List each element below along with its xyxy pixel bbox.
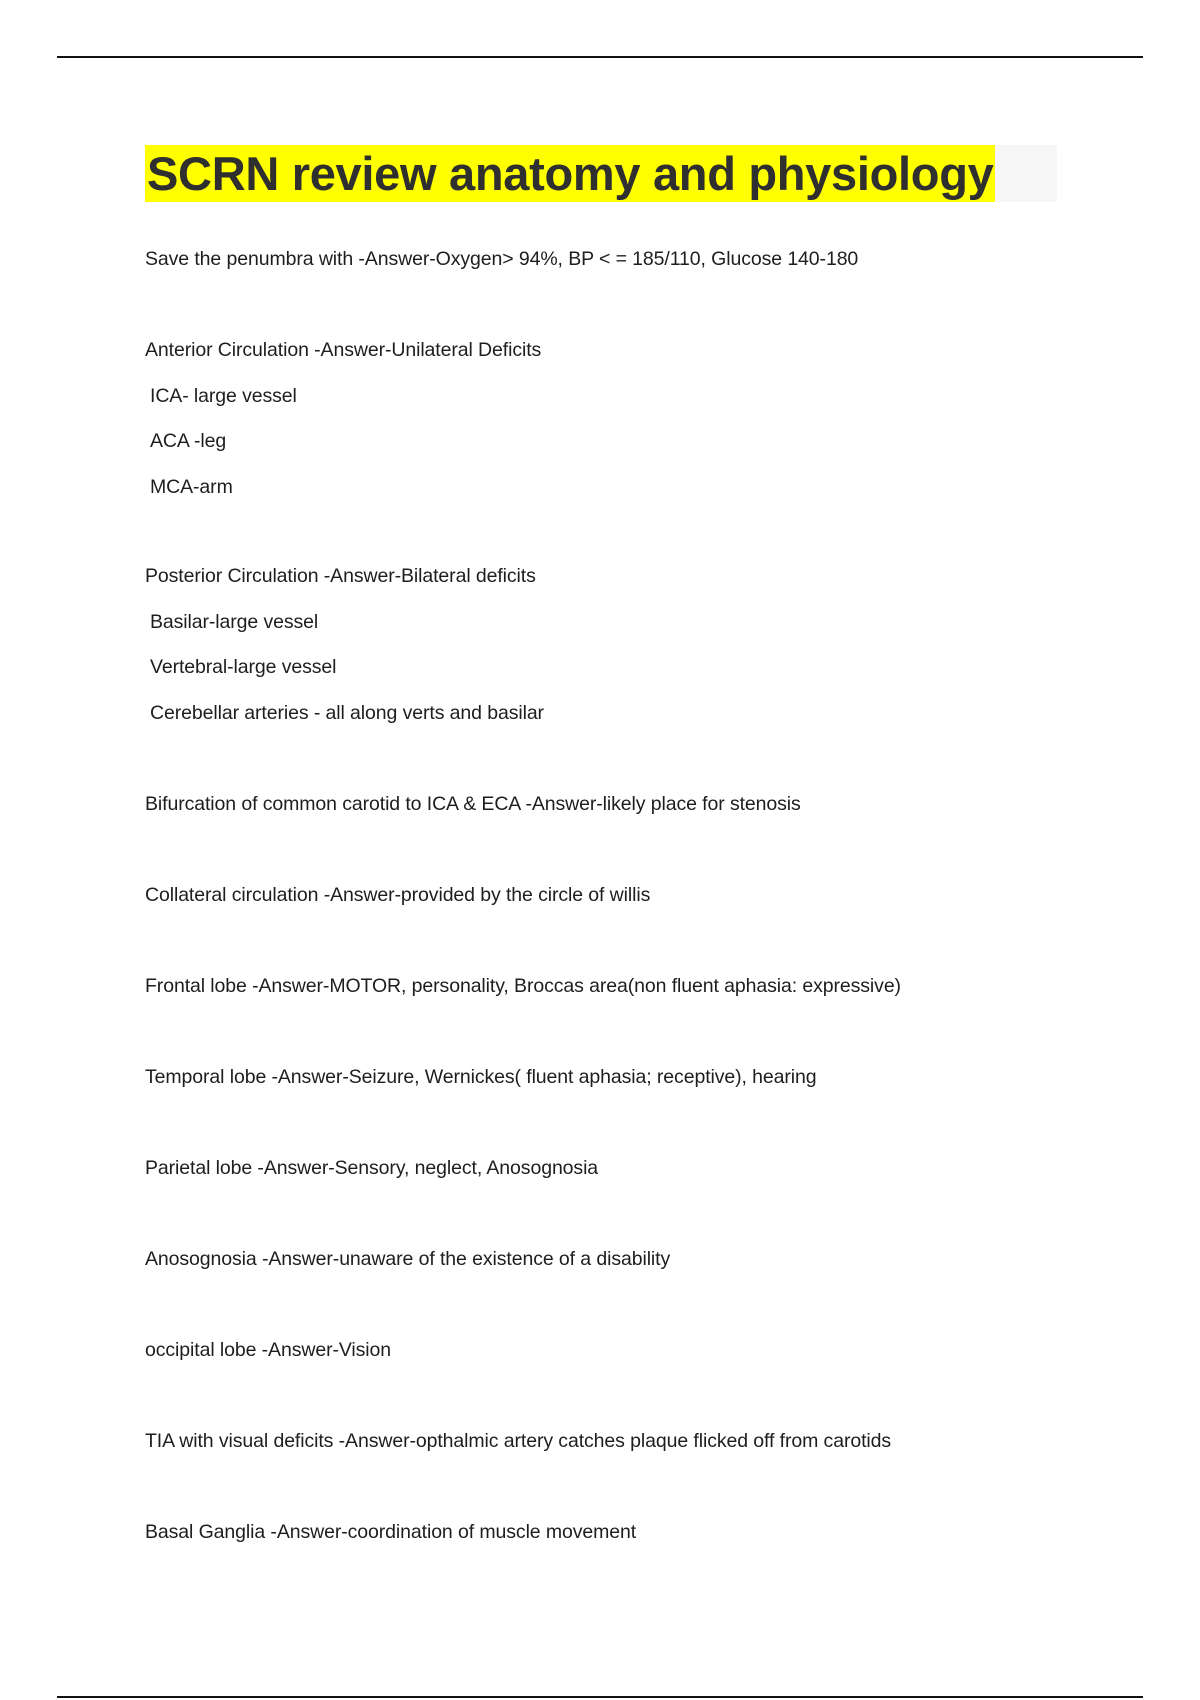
term: TIA with visual deficits [145,1430,334,1452]
answer: provided by the circle of willis [400,884,651,906]
term: Posterior Circulation [145,565,319,587]
answer: likely place for stenosis [602,793,801,815]
qa-line: Parietal lobe -Answer-Sensory, neglect, Anosognosia [145,1157,599,1179]
title-band [145,145,1057,202]
qa-line: Temporal lobe -Answer-Seizure, Wernickes( fluent aphasia; receptive), hearing [145,1066,817,1088]
answer: opthalmic artery catches plaque flicked off from carotids [415,1430,892,1452]
sub-line: Vertebral-large vessel [150,656,337,678]
answer: Bilateral deficits [401,565,536,587]
qa-line: Anterior Circulation -Answer-Unilateral Deficits [145,339,542,361]
bottom-rule [57,1696,1143,1698]
qa-line: Bifurcation of common carotid to ICA & ECA -Answer-likely place for stenosis [145,793,801,815]
sub-line: ICA- large vessel [150,385,297,407]
qa-line: TIA with visual deficits -Answer-opthalmic artery catches plaque flicked off from carotids [145,1430,892,1452]
qa-line: Collateral circulation -Answer-provided by the circle of willis [145,884,651,906]
term: Frontal lobe [145,975,247,997]
qa-line: occipital lobe -Answer-Vision [145,1339,392,1361]
top-rule [57,56,1143,58]
qa-line: Frontal lobe -Answer-MOTOR, personality, Broccas area(non fluent aphasia: expressive) [145,975,901,997]
term: occipital lobe [145,1339,257,1361]
term: Save the penumbra with [145,248,354,270]
qa-line: Posterior Circulation -Answer-Bilateral deficits [145,565,536,587]
page-title: SCRN review anatomy and physiology [147,147,994,200]
sub-line: Cerebellar arteries - all along verts and basilar [150,702,544,724]
answer: unaware of the existence of a disability [339,1248,671,1270]
term: Anterior Circulation [145,339,309,361]
answer: Vision [338,1339,392,1361]
answer: Oxygen> 94%, BP < = 185/110, Glucose 140-180 [435,248,859,270]
term: Collateral circulation [145,884,319,906]
answer: Unilateral Deficits [391,339,542,361]
sub-line: MCA-arm [150,476,233,498]
answer: coordination of muscle movement [347,1521,637,1543]
qa-line: Save the penumbra with -Answer-Oxygen> 94%, BP < = 185/110, Glucose 140-180 [145,248,859,270]
qa-line: Basal Ganglia -Answer-coordination of muscle movement [145,1521,637,1543]
term: Basal Ganglia [145,1521,266,1543]
term: Temporal lobe [145,1066,267,1088]
term: Anosognosia [145,1248,257,1270]
answer: Seizure, Wernickes( fluent aphasia; receptive), hearing [348,1066,817,1088]
answer: Sensory, neglect, Anosognosia [334,1157,599,1179]
sub-line: Basilar-large vessel [150,611,319,633]
answer: MOTOR, personality, Broccas area(non fluent aphasia: expressive) [329,975,901,997]
qa-line: Anosognosia -Answer-unaware of the existence of a disability [145,1248,671,1270]
term: Parietal lobe [145,1157,253,1179]
term: Bifurcation of common carotid to ICA & ECA [145,793,521,815]
sub-line: ACA -leg [150,430,227,452]
